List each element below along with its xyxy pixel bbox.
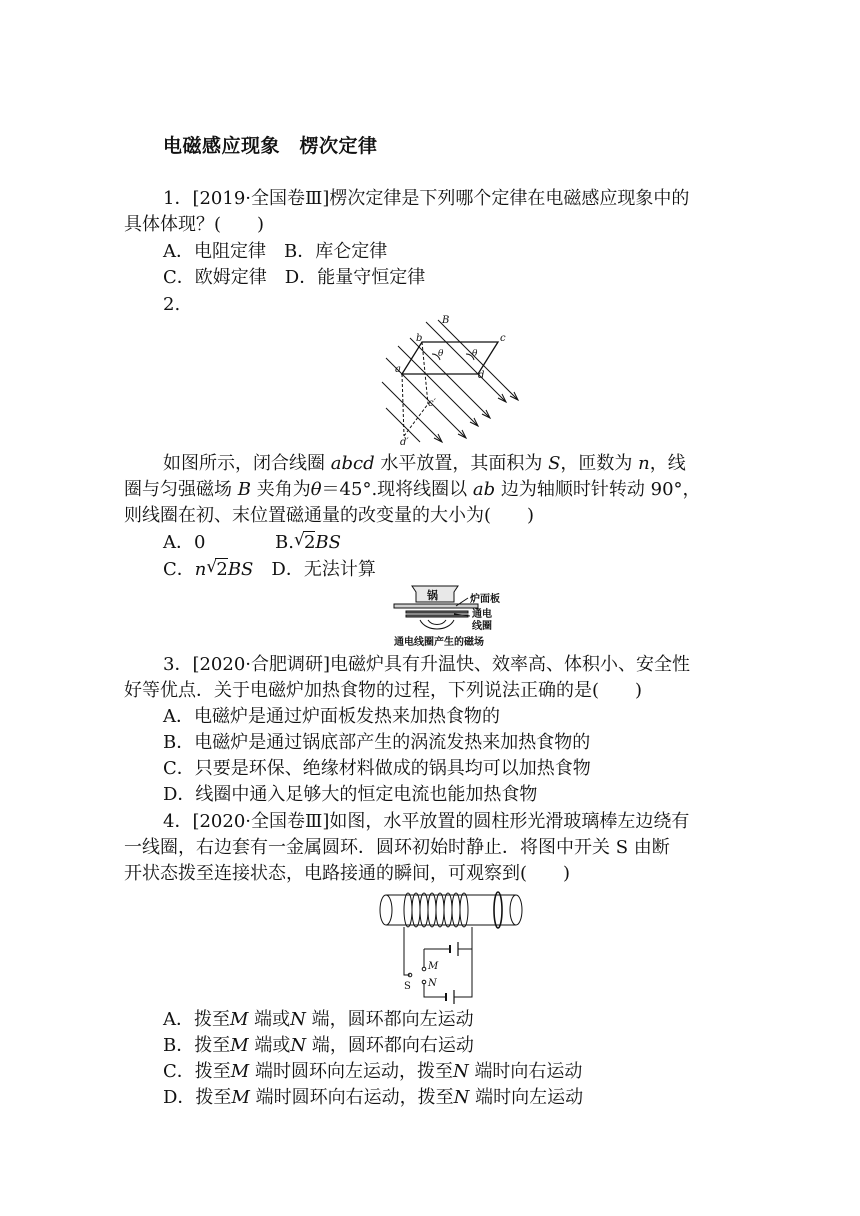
label-theta-1: θ <box>438 349 444 359</box>
label-coil-2: 线圈 <box>472 621 492 632</box>
wire-right-bottom <box>454 927 472 997</box>
metal-ring <box>494 892 502 928</box>
field-line <box>438 320 518 400</box>
label-a: a <box>395 364 401 375</box>
wire-left <box>404 927 410 975</box>
rod-left-end <box>380 895 392 925</box>
field-line <box>426 322 506 402</box>
coil-rotated-edge <box>402 374 404 436</box>
label-N: N <box>428 978 437 989</box>
q1-option-c: C．欧姆定律 <box>163 267 267 288</box>
q3-option-b: B．电磁炉是通过锅底部产生的涡流发热来加热食物的 <box>163 732 591 753</box>
q1-options-row2 <box>163 265 425 291</box>
label-c-prime: c′ <box>428 398 436 409</box>
q4-stem-line2: 一线圈，右边套有一金属圆环．圆环初始时静止．将图中开关 S 由断 <box>124 837 670 858</box>
q1-stem-line2: 具体体现？( ) <box>124 214 265 235</box>
label-B: B <box>442 315 450 326</box>
q4-figure-circuit <box>374 887 526 1005</box>
coil-layer <box>406 615 468 617</box>
label-theta-2: θ <box>472 349 478 359</box>
q2-stem-line3: 则线圈在初、末位置磁通量的改变量的大小为( ) <box>124 505 535 526</box>
q2-options-row1 <box>163 530 341 556</box>
q4-option-b: B．拨至M 端或N 端，圆环都向右运动 <box>163 1035 474 1056</box>
label-d-prime: d′ <box>400 437 409 448</box>
q2-number: 2. <box>163 294 181 315</box>
coil-layer <box>406 611 468 613</box>
q1-option-d: D．能量守恒定律 <box>284 267 426 288</box>
q3-stem-line1: 3．[2020·合肥调研]电磁炉具有升温快、效率高、体积小、安全性 <box>163 654 691 675</box>
coil-rotated-edge <box>404 404 428 436</box>
q4-stem-line3: 开状态拨至连接状态，电路接通的瞬间，可观察到( ) <box>124 863 571 884</box>
q2-options-row2 <box>163 557 376 583</box>
label-coil-1: 通电 <box>472 609 492 620</box>
coil-turns <box>404 893 468 927</box>
q3-option-a: A．电磁炉是通过炉面板发热来加热食物的 <box>163 706 500 727</box>
q4-stem-line1: 4．[2020·全国卷Ⅲ]如图，水平放置的圆柱形光滑玻璃棒左边绕有 <box>163 811 690 832</box>
q3-figure-induction-cooker <box>392 584 518 648</box>
q1-options-row1 <box>163 239 387 265</box>
q1-option-a: A．电阻定律 <box>163 241 266 262</box>
label-field: 通电线圈产生的磁场 <box>394 637 484 648</box>
q2-option-c: C．n √ 2BS <box>163 557 254 580</box>
q4-option-c: C．拨至M 端时圆环向左运动，拨至N 端时向右运动 <box>163 1061 583 1082</box>
label-S: S <box>404 981 411 992</box>
q3-option-c: C．只要是环保、绝缘材料做成的锅具均可以加热食物 <box>163 758 591 779</box>
q4-option-a: A．拨至M 端或N 端，圆环都向左运动 <box>163 1009 474 1030</box>
q2-option-b: B. √ 2BS <box>275 530 341 553</box>
terminal-M <box>422 967 426 971</box>
label-c: c <box>500 333 506 344</box>
label-M: M <box>428 961 439 972</box>
label-pot: 锅 <box>427 589 438 602</box>
page-title: 电磁感应现象 楞次定律 <box>163 135 378 157</box>
q1-stem-line1: 1．[2019·全国卷Ⅲ]楞次定律是下列哪个定律在电磁感应现象中的 <box>163 188 690 209</box>
q2-option-d: D．无法计算 <box>271 559 376 580</box>
q3-option-d: D．线圈中通入足够大的恒定电流也能加热食物 <box>163 784 538 805</box>
label-panel: 炉面板 <box>470 594 500 605</box>
label-d: d <box>478 370 485 381</box>
q2-option-a: A．0 <box>163 532 206 553</box>
field-curve <box>428 620 446 625</box>
q1-option-b: B．库仑定律 <box>284 241 388 262</box>
rod-right-end <box>510 895 522 925</box>
field-line <box>382 382 442 442</box>
q2-figure-coil-in-field <box>380 312 520 448</box>
q2-stem-line2: 圈与匀强磁场 B 夹角为θ＝45°.现将线圈以 ab 边为轴顺时针转动 90°， <box>124 479 701 500</box>
q4-option-d: D．拨至M 端时圆环向右运动，拨至N 端时向左运动 <box>163 1087 584 1108</box>
cooker-panel <box>394 604 478 608</box>
label-b: b <box>416 333 423 344</box>
q3-stem-line2: 好等优点．关于电磁炉加热食物的过程，下列说法正确的是( ) <box>124 680 643 701</box>
q2-stem-line1: 如图所示，闭合线圈 abcd 水平放置，其面积为 S，匝数为 n，线 <box>163 453 686 474</box>
